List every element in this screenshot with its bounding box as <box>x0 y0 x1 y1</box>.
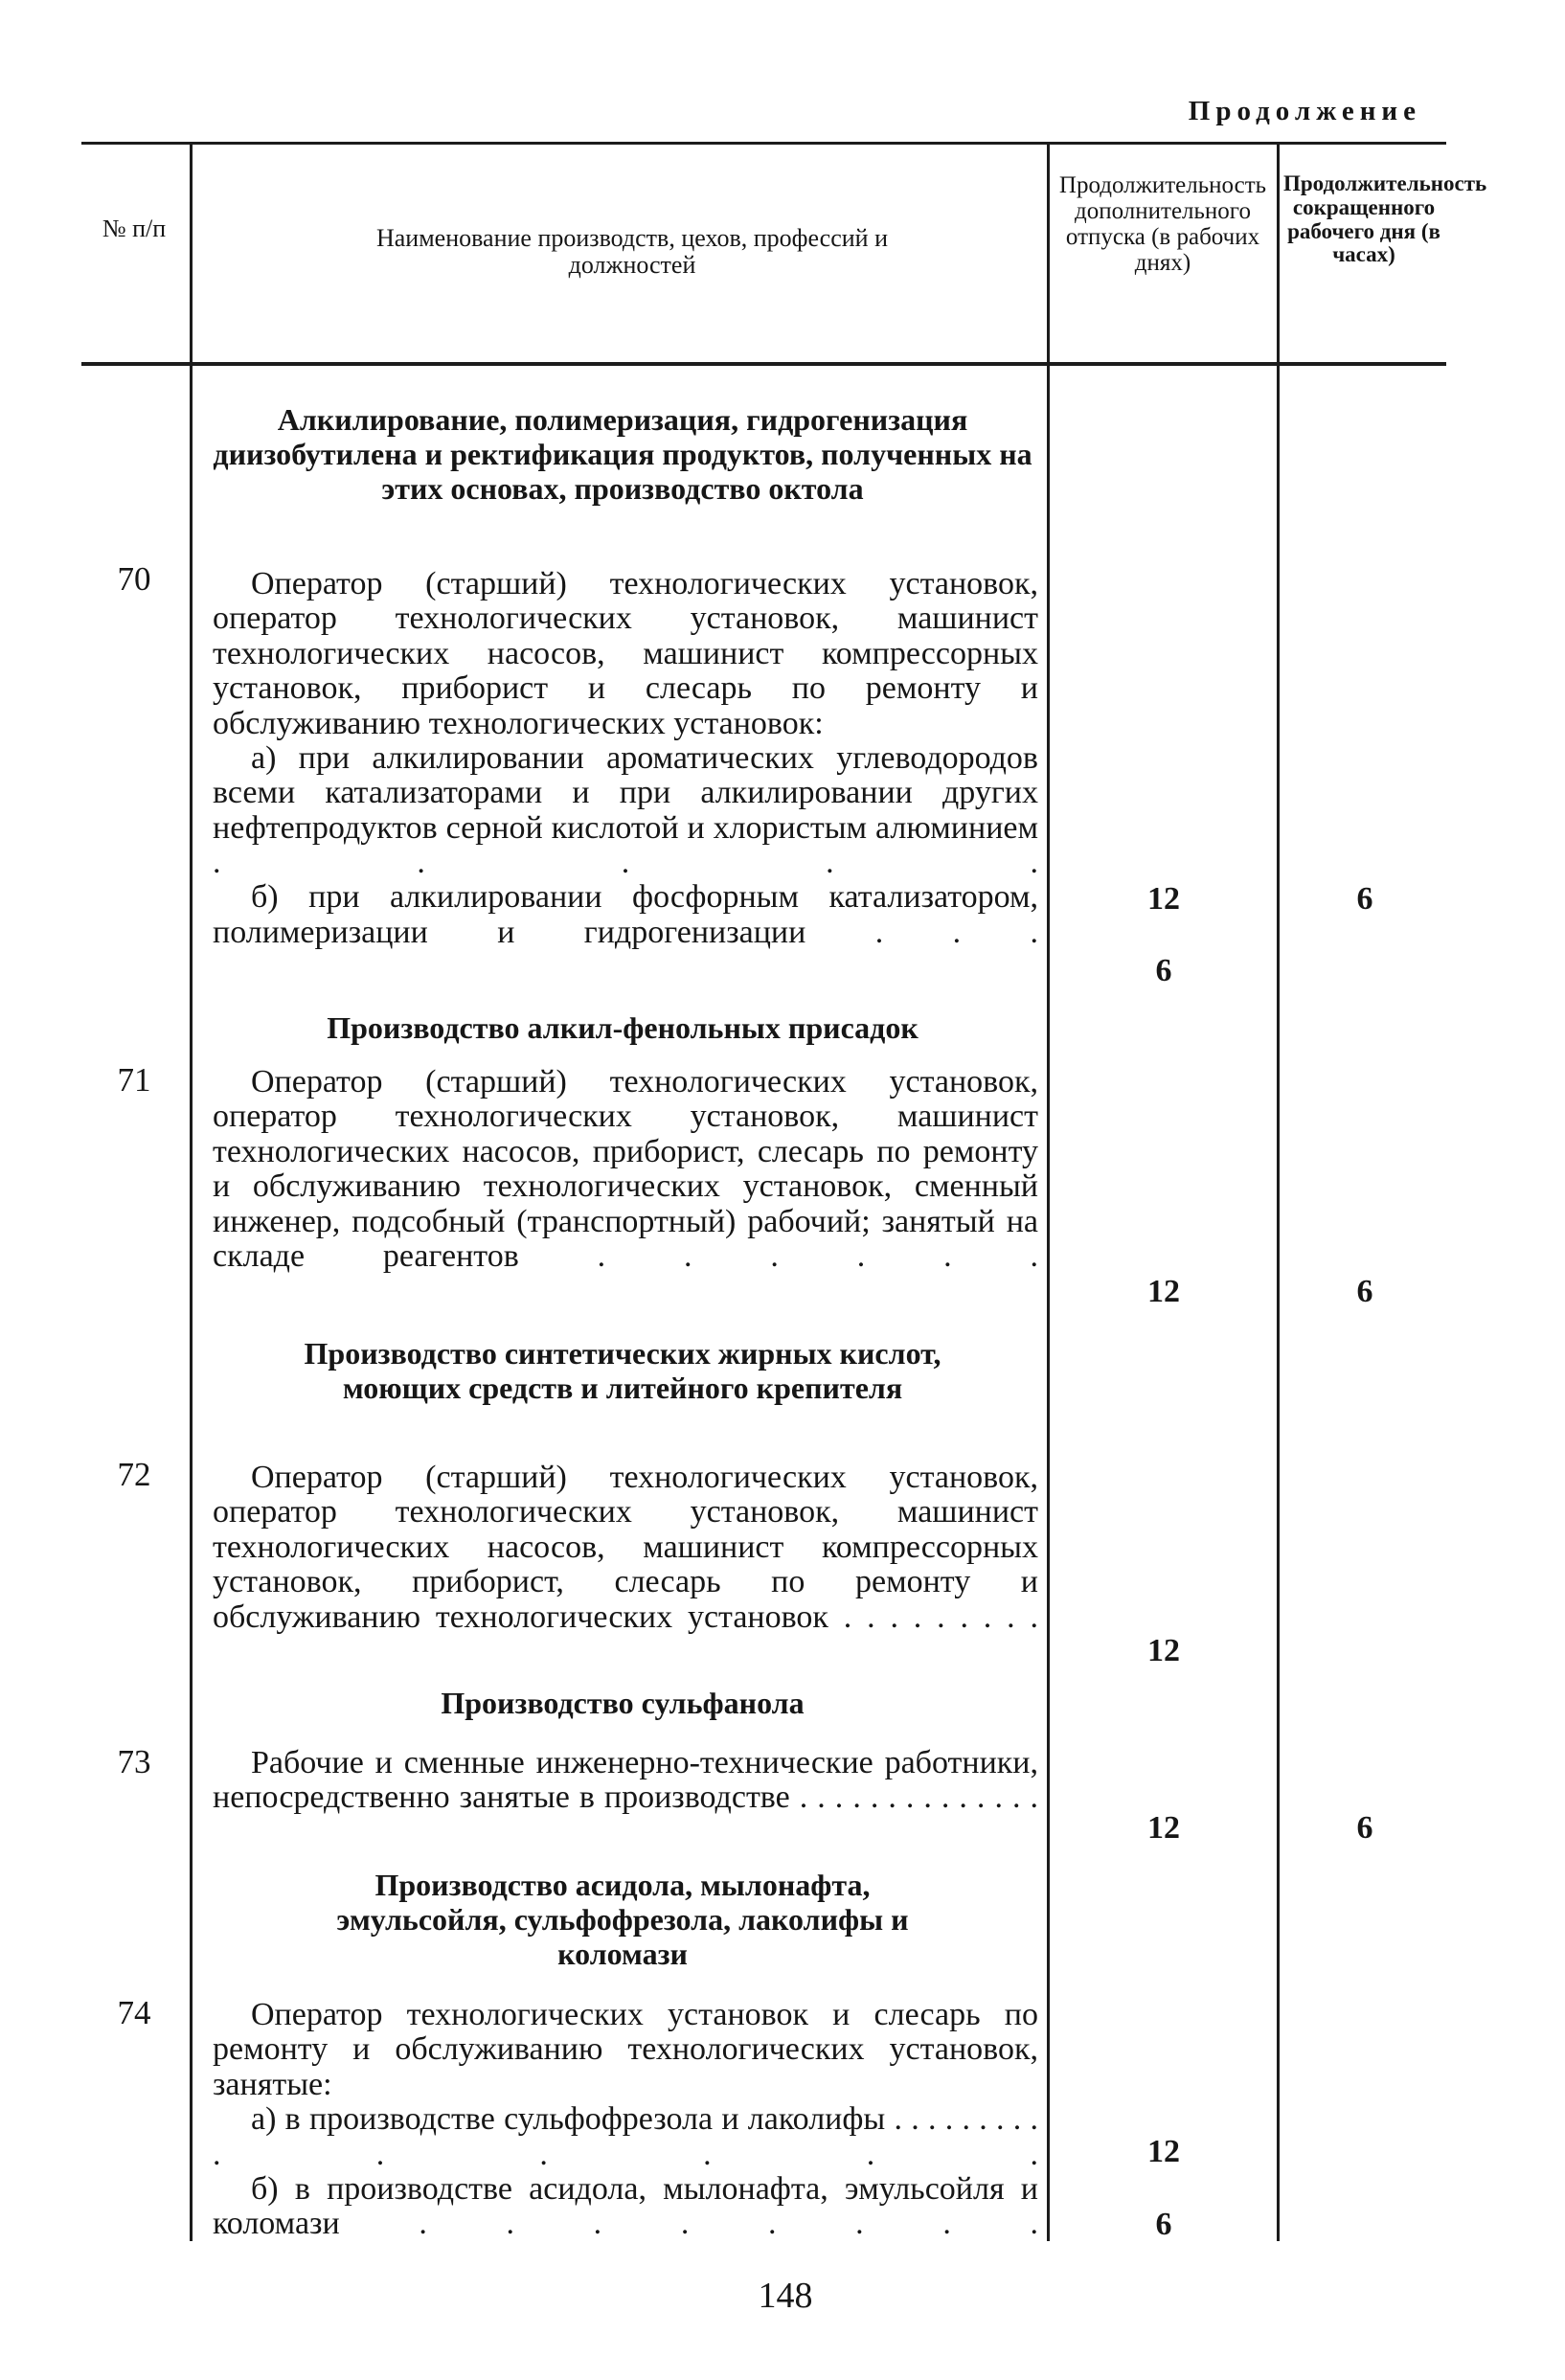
leave-days-value: 12 <box>1147 1274 1180 1309</box>
row-text <box>213 1746 1038 1816</box>
row-item-text: б) в производстве асидола, мылонафта, эмульсойля и коломази . . . . . . . . <box>213 2170 1038 2242</box>
leave-days-value: 12 <box>1147 2134 1180 2169</box>
header-col-num: № п/п <box>102 215 167 242</box>
row-item-text: а) в производстве сульфофрезола и лаколифы . . . . . . . . . . . . . . . <box>213 2101 1038 2172</box>
leave-days-value: 12 <box>1147 881 1180 917</box>
page-number: 148 <box>758 2276 813 2316</box>
header-bottom-rule <box>81 362 1446 366</box>
continuation-label: Продолжение <box>1188 96 1421 126</box>
row-text <box>213 1065 1038 1274</box>
section-heading: Производство алкил-фенольных присадок <box>327 1010 919 1045</box>
column-divider-3 <box>1277 144 1280 2241</box>
leave-days-value: 6 <box>1155 2207 1172 2242</box>
short-day-hours-value: 6 <box>1356 881 1373 917</box>
section-heading: Производство сульфанола <box>441 1686 805 1720</box>
row-main-text: Оператор (старший) технологических установок, оператор технологических установок, машинист технологических насосов, машинист компрессорных установок, приборист, слесарь по ремонту и обслуживанию технологических установок . . . . . . . . . <box>213 1460 1038 1635</box>
leave-days-value: 6 <box>1155 953 1172 988</box>
header-col-name: Наименование производств, цехов, профессий и должностей <box>375 224 888 280</box>
row-main-text: Оператор (старший) технологических установок, оператор технологических установок, машинист технологических насосов, приборист, слесарь по ремонту и обслуживанию технологических установок, сменный инженер, подсобный (транспортный) рабочий; занятый на складе реагентов . . . . . . <box>213 1064 1038 1274</box>
table-top-rule <box>81 142 1446 145</box>
row-main-text: Оператор технологических установок и слесарь по ремонту и обслуживанию технологических установок, занятые: <box>213 1997 1038 2102</box>
column-divider-2 <box>1047 144 1050 2241</box>
row-number: 70 <box>117 560 151 598</box>
section-heading: Производство синтетических жирных кислот, моющих средств и литейного крепителя <box>304 1336 941 1406</box>
row-number: 72 <box>117 1456 151 1493</box>
short-day-hours-value: 6 <box>1356 1810 1373 1846</box>
row-main-text: Рабочие и сменные инженерно-технические работники, непосредственно занятые в производстве . . . . . . . . . . . . . . <box>213 1745 1038 1816</box>
column-divider-1 <box>190 144 193 2241</box>
row-text <box>213 567 1038 950</box>
leave-days-value: 12 <box>1147 1810 1180 1846</box>
row-text <box>213 1998 1038 2242</box>
row-main-text: Оператор (старший) технологических установок, оператор технологических установок, машинист технологических насосов, машинист компрессорных установок, приборист и слесарь по ремонту и обслуживанию технологических установок: <box>213 566 1038 741</box>
header-col-leave: Продолжительность дополнительного отпуска (в рабочих днях) <box>1058 172 1267 276</box>
row-number: 74 <box>117 1994 151 2031</box>
row-item-text: а) при алкилировании ароматических углеводородов всеми катализаторами и при алкилировании других нефтепродуктов серной кислотой и хлористым алюминием . . . . . <box>213 739 1038 880</box>
header-col-hours: Продолжительность сокращенного рабочего дня (в часах) <box>1283 171 1487 267</box>
section-heading: Алкилирование, полимеризация, гидрогенизация диизобутилена и ректификация продуктов, полученных на этих основах, производство октола <box>213 402 1032 507</box>
section-heading: Производство асидола, мылонафта, эмульсойля, сульфофрезола, лаколифы и коломази <box>336 1868 909 1972</box>
row-number: 71 <box>117 1061 151 1099</box>
row-number: 73 <box>117 1743 151 1780</box>
row-item-text: б) при алкилировании фосфорным катализатором, полимеризации и гидрогенизации . . . <box>213 879 1038 950</box>
leave-days-value: 12 <box>1147 1633 1180 1668</box>
short-day-hours-value: 6 <box>1356 1274 1373 1309</box>
row-text <box>213 1461 1038 1635</box>
